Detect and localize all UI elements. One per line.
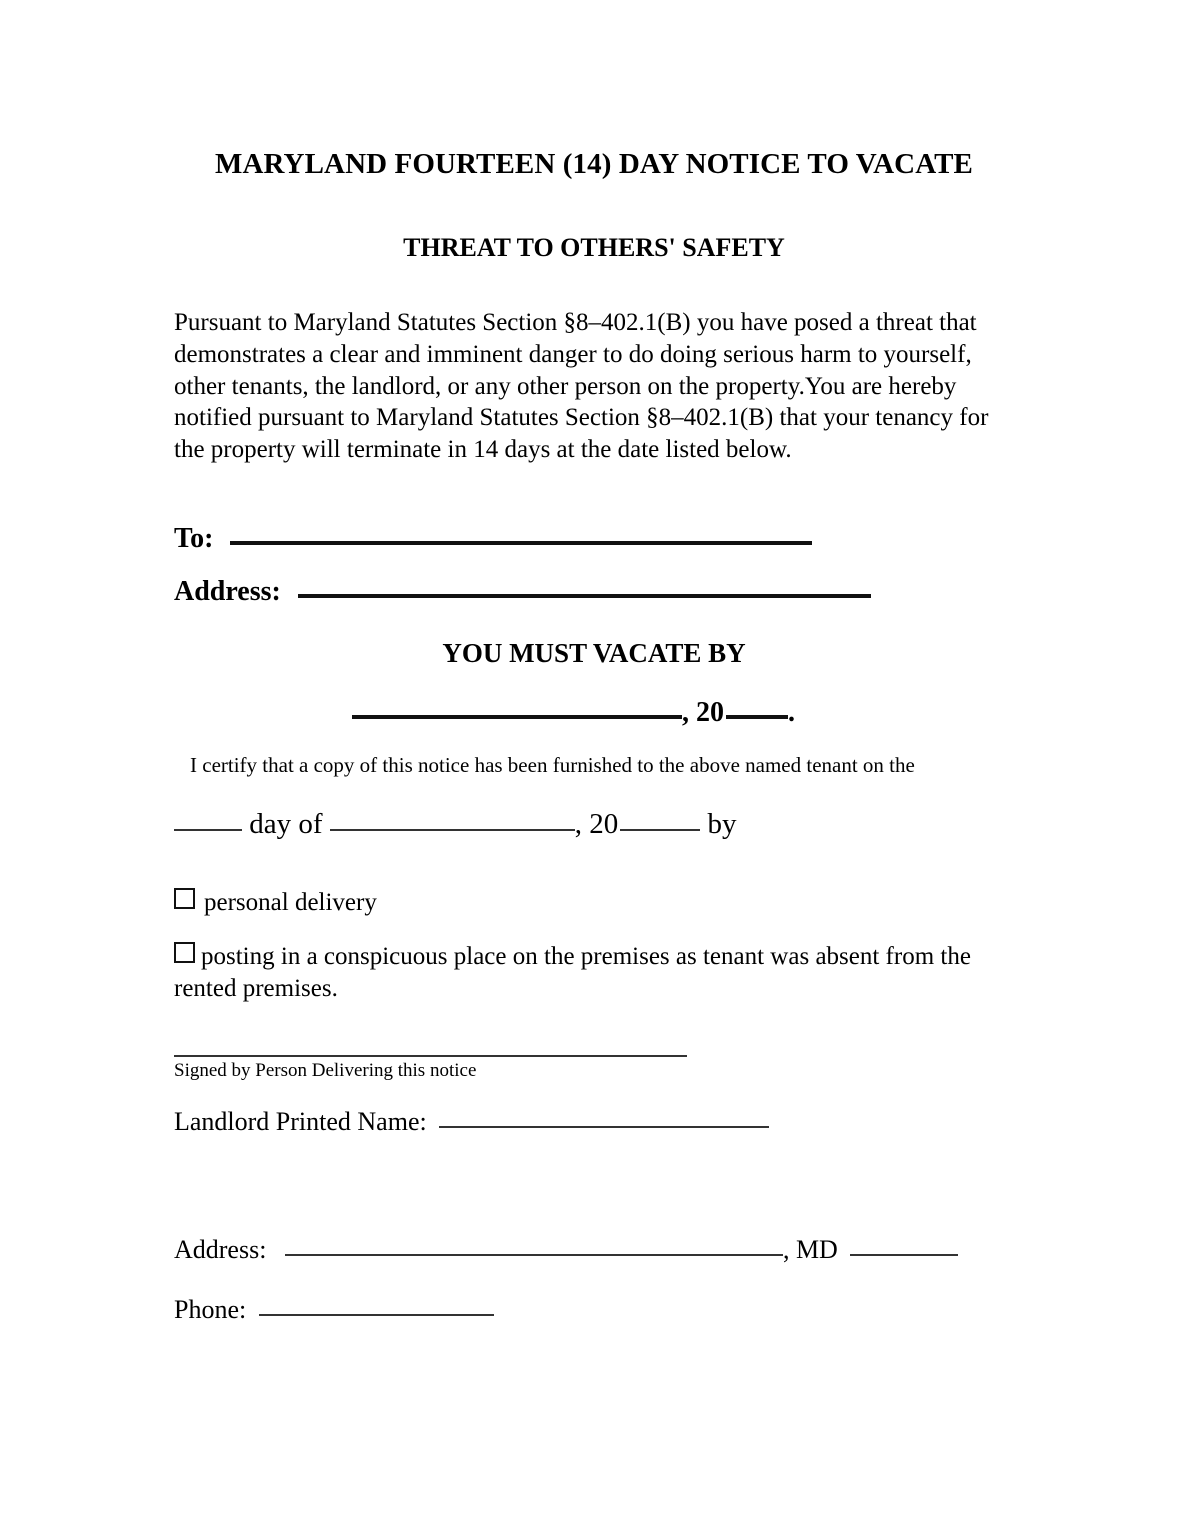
delivery-option-personal-label: personal delivery <box>204 889 377 917</box>
delivery-option-posting-label: posting in a conspicuous place on the premises as tenant was absent from the rented premises. <box>174 943 971 1003</box>
landlord-state-abbrev: , MD <box>782 1234 838 1264</box>
signature-block <box>174 1005 1014 1083</box>
certification-year-input[interactable] <box>620 829 700 831</box>
address-field-row <box>174 555 1014 608</box>
day-of-label: day of <box>249 807 323 840</box>
empty-checkbox-icon[interactable] <box>174 942 195 963</box>
certification-month-input[interactable] <box>330 829 575 831</box>
to-field-label: To: <box>174 522 214 554</box>
landlord-printed-name-row <box>174 1083 1014 1137</box>
address-input[interactable] <box>298 594 871 598</box>
by-label: by <box>707 807 737 840</box>
delivery-option-posting[interactable] <box>174 919 1014 1005</box>
landlord-printed-name-input[interactable] <box>439 1126 769 1128</box>
page-title: MARYLAND FOURTEEN (14) DAY NOTICE TO VACATE <box>215 148 973 180</box>
vacate-terminator: . <box>788 696 795 728</box>
vacate-year-prefix: , 20 <box>682 696 724 728</box>
document-subtitle: THREAT TO OTHERS' SAFETY <box>403 233 785 263</box>
notice-body-paragraph: Pursuant to Maryland Statutes Section §8–402.1(B) you have posed a threat that demonstrates a clear and imminent danger to do doing serious harm to yourself, other tenants, the landlord, or any other person on the property.You are hereby notified pursuant to Maryland Statutes Section §8–402.1(B) that your tenancy for the property will terminate in 14 days at the date listed below. <box>174 309 989 464</box>
landlord-printed-name-label: Landlord Printed Name: <box>174 1106 427 1136</box>
vacate-year-input[interactable] <box>726 715 788 719</box>
to-input[interactable] <box>230 541 812 545</box>
landlord-address-label: Address: <box>174 1234 267 1264</box>
vacate-date-input[interactable] <box>352 715 682 719</box>
landlord-phone-row <box>174 1265 1014 1325</box>
certification-date-row <box>174 778 1014 841</box>
vacate-date-row <box>174 669 1014 729</box>
landlord-phone-label: Phone: <box>174 1294 247 1324</box>
certification-day-input[interactable] <box>174 829 242 831</box>
delivery-option-personal[interactable] <box>174 841 1014 919</box>
landlord-address-row <box>174 1137 1014 1265</box>
signature-caption: Signed by Person Delivering this notice <box>174 1060 477 1082</box>
empty-checkbox-icon[interactable] <box>174 888 195 909</box>
document-content <box>174 0 1014 1325</box>
certification-statement: I certify that a copy of this notice has been furnished to the above named tenant on the <box>190 752 915 777</box>
landlord-zip-input[interactable] <box>850 1254 958 1256</box>
landlord-phone-input[interactable] <box>259 1314 494 1316</box>
landlord-address-input[interactable] <box>285 1254 783 1256</box>
vacate-by-heading: YOU MUST VACATE BY <box>442 637 746 668</box>
address-field-label: Address: <box>174 575 281 607</box>
to-field-row <box>174 466 1014 555</box>
certification-year-prefix: , 20 <box>574 807 619 840</box>
